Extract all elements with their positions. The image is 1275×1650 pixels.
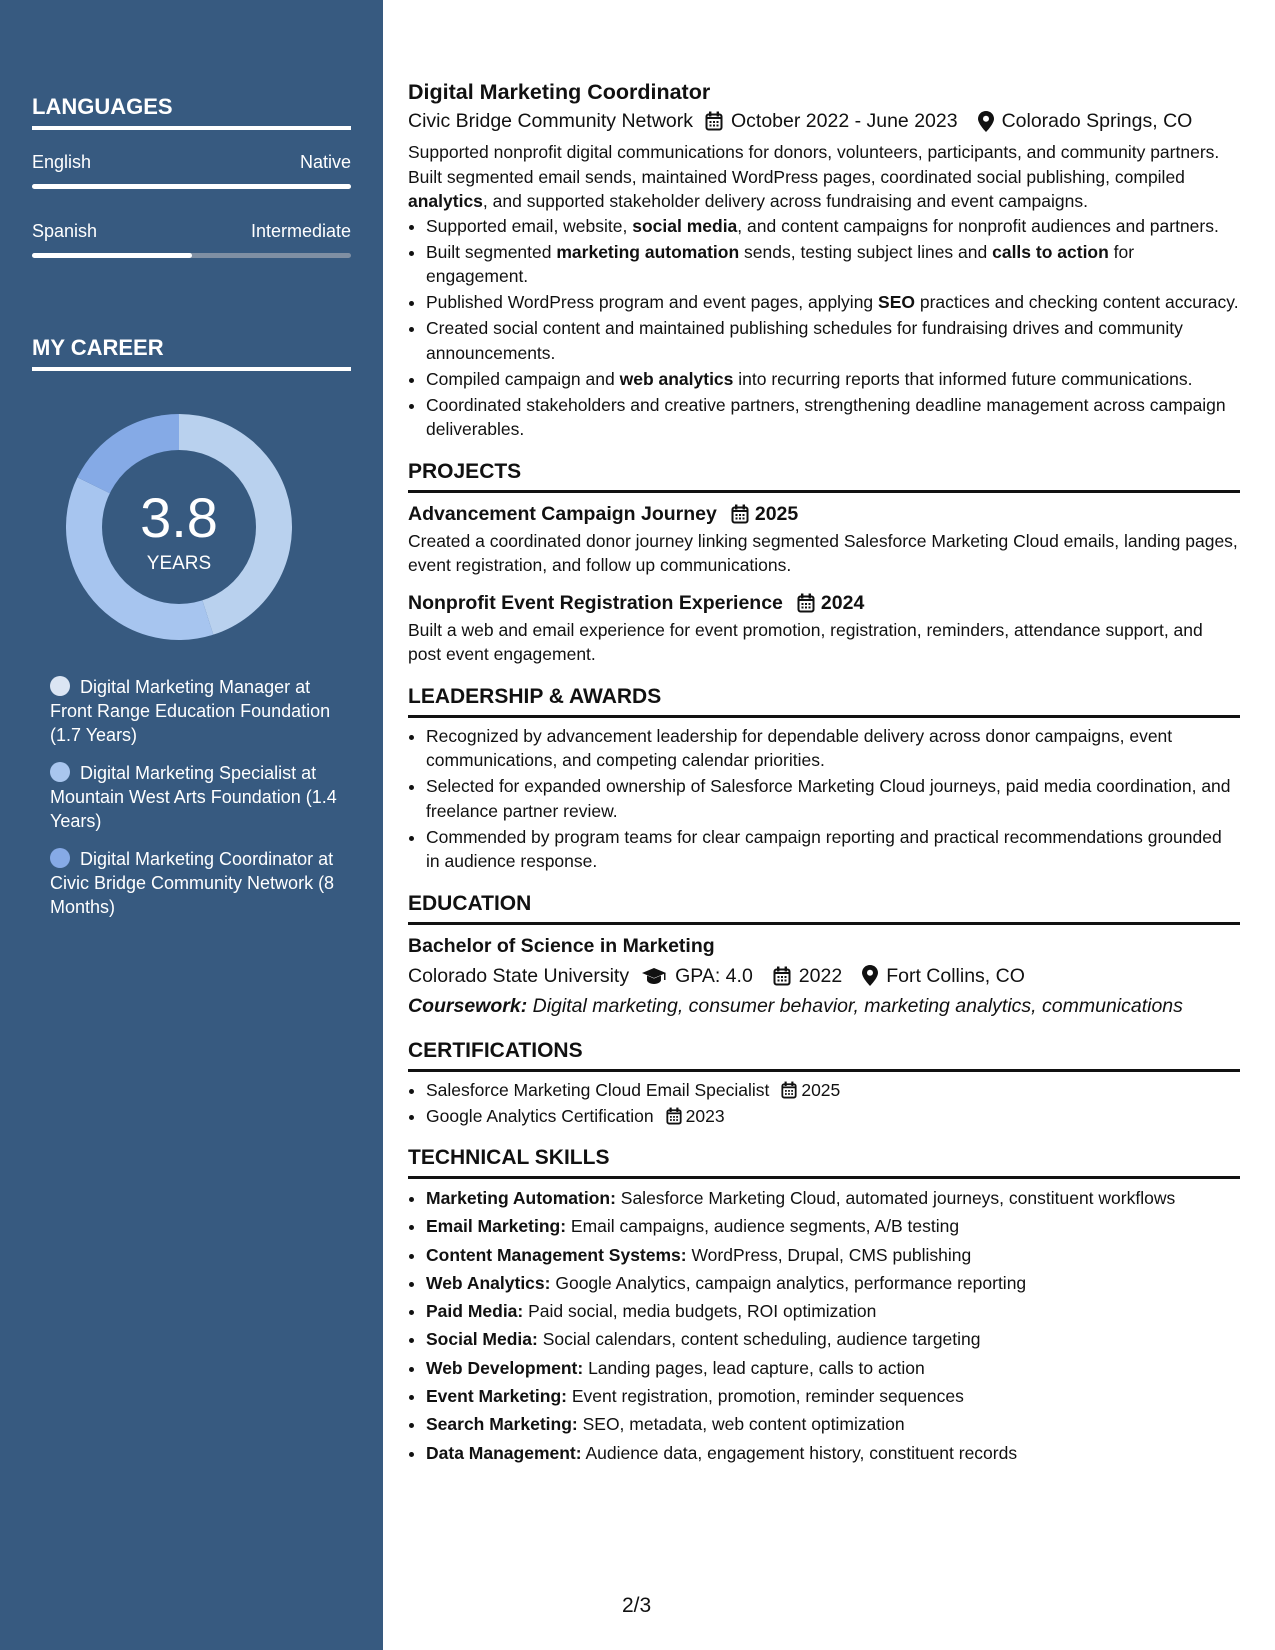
skill-label: Data Management:	[426, 1442, 582, 1463]
skill-label: Web Analytics:	[426, 1272, 551, 1293]
career-heading: MY CAREER	[32, 335, 351, 371]
leadership-list	[426, 724, 1240, 874]
skill-value: Audience data, engagement history, constituent records	[585, 1442, 1018, 1463]
job-meta	[408, 106, 1240, 136]
skill-item	[426, 1383, 1240, 1410]
job-bullets	[426, 214, 1240, 442]
graduation-cap-icon	[641, 967, 667, 985]
skill-value: Landing pages, lead capture, calls to action	[588, 1357, 925, 1378]
job-title: Digital Marketing Coordinator	[408, 80, 711, 104]
job-bullet: • Built segmented marketing automation sends, testing subject lines and calls to action for engagement.	[426, 240, 1240, 289]
calendar-icon	[705, 111, 723, 131]
skill-item	[426, 1411, 1240, 1438]
skill-item	[426, 1213, 1240, 1240]
skill-item	[426, 1298, 1240, 1325]
coursework-label: Coursework:	[408, 994, 528, 1017]
skill-value: Social calendars, content scheduling, audience targeting	[542, 1329, 981, 1350]
certification-item	[426, 1104, 1240, 1129]
calendar-icon	[731, 504, 749, 524]
project-title: Nonprofit Event Registration Experience	[408, 591, 783, 614]
project-description: Created a coordinated donor journey linking segmented Salesforce Marketing Cloud emails, landing pages, event registration, and follow up communications.	[408, 530, 1238, 575]
career-donut-chart	[66, 414, 292, 640]
skill-label: Marketing Automation:	[426, 1188, 616, 1208]
project-title-row	[408, 499, 1240, 529]
skill-value: Salesforce Marketing Cloud, automated journeys, constituent workflows	[620, 1188, 1176, 1208]
calendar-icon	[666, 1107, 682, 1125]
language-name: Spanish	[32, 221, 98, 241]
certifications-list	[426, 1078, 1240, 1129]
leadership-item: • Selected for expanded ownership of Salesforce Marketing Cloud journeys, paid media coordination, and freelance partner review.	[426, 774, 1240, 823]
calendar-icon	[781, 1081, 797, 1099]
career-item-text: Digital Marketing Coordinator at Civic Bridge Community Network (8 Months)	[50, 849, 335, 917]
skill-item	[426, 1440, 1240, 1467]
skill-label: Email Marketing:	[426, 1216, 567, 1237]
project-description: Built a web and email experience for event promotion, registration, reminders, attendance support, and post event engagement.	[408, 619, 1203, 664]
calendar-icon	[797, 593, 815, 613]
map-pin-icon	[862, 965, 878, 986]
job-bullet: • Created social content and maintained publishing schedules for fundraising drives and community announcements.	[426, 316, 1240, 365]
languages-heading: LANGUAGES	[32, 94, 351, 130]
certification-name: • Salesforce Marketing Cloud Email Specialist	[426, 1079, 770, 1100]
language-row-english	[32, 152, 351, 173]
legend-dot	[50, 848, 70, 868]
skill-label: Search Marketing:	[426, 1414, 578, 1435]
school-name: Colorado State University	[408, 964, 630, 987]
projects-heading: PROJECTS	[408, 458, 1240, 493]
skill-item	[426, 1185, 1240, 1212]
skill-value: WordPress, Drupal, CMS publishing	[691, 1244, 972, 1265]
skill-label: Event Marketing:	[426, 1386, 567, 1407]
skills-heading: TECHNICAL SKILLS	[408, 1144, 1240, 1179]
certification-item	[426, 1078, 1240, 1103]
education-meta	[408, 961, 1240, 991]
skill-label: Social Media:	[426, 1329, 538, 1350]
job-description: Supported nonprofit digital communications for donors, volunteers, participants, and community partners. Built segmented email sends, maintained WordPress pages, coordinated social publishing, compiled analytics, and supported stakeholder delivery across fundraising and event campaigns.	[408, 142, 1220, 211]
career-item	[50, 761, 340, 833]
job-dates: October 2022 - June 2023	[731, 110, 958, 132]
leadership-item: • Recognized by advancement leadership for dependable delivery across donor campaigns, event communications, and competing calendar priorities.	[426, 724, 1240, 773]
project-year: 2024	[820, 591, 865, 614]
coursework-text: Digital marketing, consumer behavior, marketing analytics, communications	[532, 994, 1183, 1017]
education-location: Fort Collins, CO	[886, 964, 1025, 987]
calendar-icon	[773, 966, 791, 986]
career-total-unit: YEARS	[146, 553, 212, 574]
career-item	[50, 847, 340, 919]
job-location: Colorado Springs, CO	[1001, 110, 1193, 132]
language-proficiency-bar	[32, 184, 351, 189]
legend-dot	[50, 762, 70, 782]
company-name: Civic Bridge Community Network	[408, 110, 693, 132]
skill-label: Paid Media:	[426, 1301, 524, 1322]
skill-value: Paid social, media budgets, ROI optimization	[528, 1301, 877, 1322]
coursework	[408, 991, 1240, 1021]
education-gpa: GPA: 4.0	[675, 964, 753, 987]
skill-value: Email campaigns, audience segments, A/B testing	[570, 1216, 960, 1237]
skill-item	[426, 1326, 1240, 1353]
career-list	[50, 675, 340, 933]
certification-year: 2025	[801, 1079, 841, 1100]
project-year: 2025	[754, 502, 799, 525]
skill-item	[426, 1355, 1240, 1382]
language-proficiency-fill	[32, 184, 351, 189]
language-proficiency-fill	[32, 253, 192, 258]
project-title-row	[408, 588, 1240, 618]
career-item	[50, 675, 340, 747]
language-proficiency-bar	[32, 253, 351, 258]
legend-dot	[50, 676, 70, 696]
job-bullet: • Published WordPress program and event pages, applying SEO practices and checking content accuracy.	[426, 290, 1240, 315]
job-bullet: • Supported email, website, social media, and content campaigns for nonprofit audiences and partners.	[426, 214, 1240, 239]
skill-value: Event registration, promotion, reminder sequences	[571, 1386, 964, 1407]
degree-title: Bachelor of Science in Marketing	[408, 934, 715, 957]
leadership-heading: LEADERSHIP & AWARDS	[408, 683, 1240, 718]
skill-value: Google Analytics, campaign analytics, performance reporting	[555, 1272, 1027, 1293]
language-level: Intermediate	[250, 221, 351, 241]
career-item-text: Digital Marketing Specialist at Mountain West Arts Foundation (1.4 Years)	[50, 763, 337, 831]
language-row-spanish	[32, 221, 351, 242]
career-item-text: Digital Marketing Manager at Front Range Education Foundation (1.7 Years)	[50, 677, 331, 745]
career-total-value: 3.8	[140, 486, 218, 549]
main-content	[408, 78, 1240, 1468]
job-bullet: • Coordinated stakeholders and creative partners, strengthening deadline management across campaign deliverables.	[426, 393, 1240, 442]
skill-label: Web Development:	[426, 1357, 584, 1378]
skill-item	[426, 1242, 1240, 1269]
education-heading: EDUCATION	[408, 890, 1240, 925]
education-year: 2022	[798, 964, 843, 987]
certification-name: • Google Analytics Certification	[426, 1105, 654, 1126]
skill-item	[426, 1270, 1240, 1297]
job-bullet: • Compiled campaign and web analytics into recurring reports that informed future communications.	[426, 367, 1240, 392]
language-level: Native	[299, 152, 351, 172]
language-name: English	[32, 152, 92, 172]
map-pin-icon	[978, 111, 994, 132]
page-number: 2/3	[622, 1594, 652, 1617]
certifications-heading: CERTIFICATIONS	[408, 1037, 1240, 1072]
skill-value: SEO, metadata, web content optimization	[582, 1414, 905, 1435]
skill-label: Content Management Systems:	[426, 1244, 687, 1265]
leadership-item: • Commended by program teams for clear campaign reporting and practical recommendations grounded in audience response.	[426, 825, 1240, 874]
sidebar	[0, 0, 383, 1650]
project-title: Advancement Campaign Journey	[408, 502, 717, 525]
skills-list	[426, 1185, 1240, 1466]
certification-year: 2023	[685, 1105, 725, 1126]
